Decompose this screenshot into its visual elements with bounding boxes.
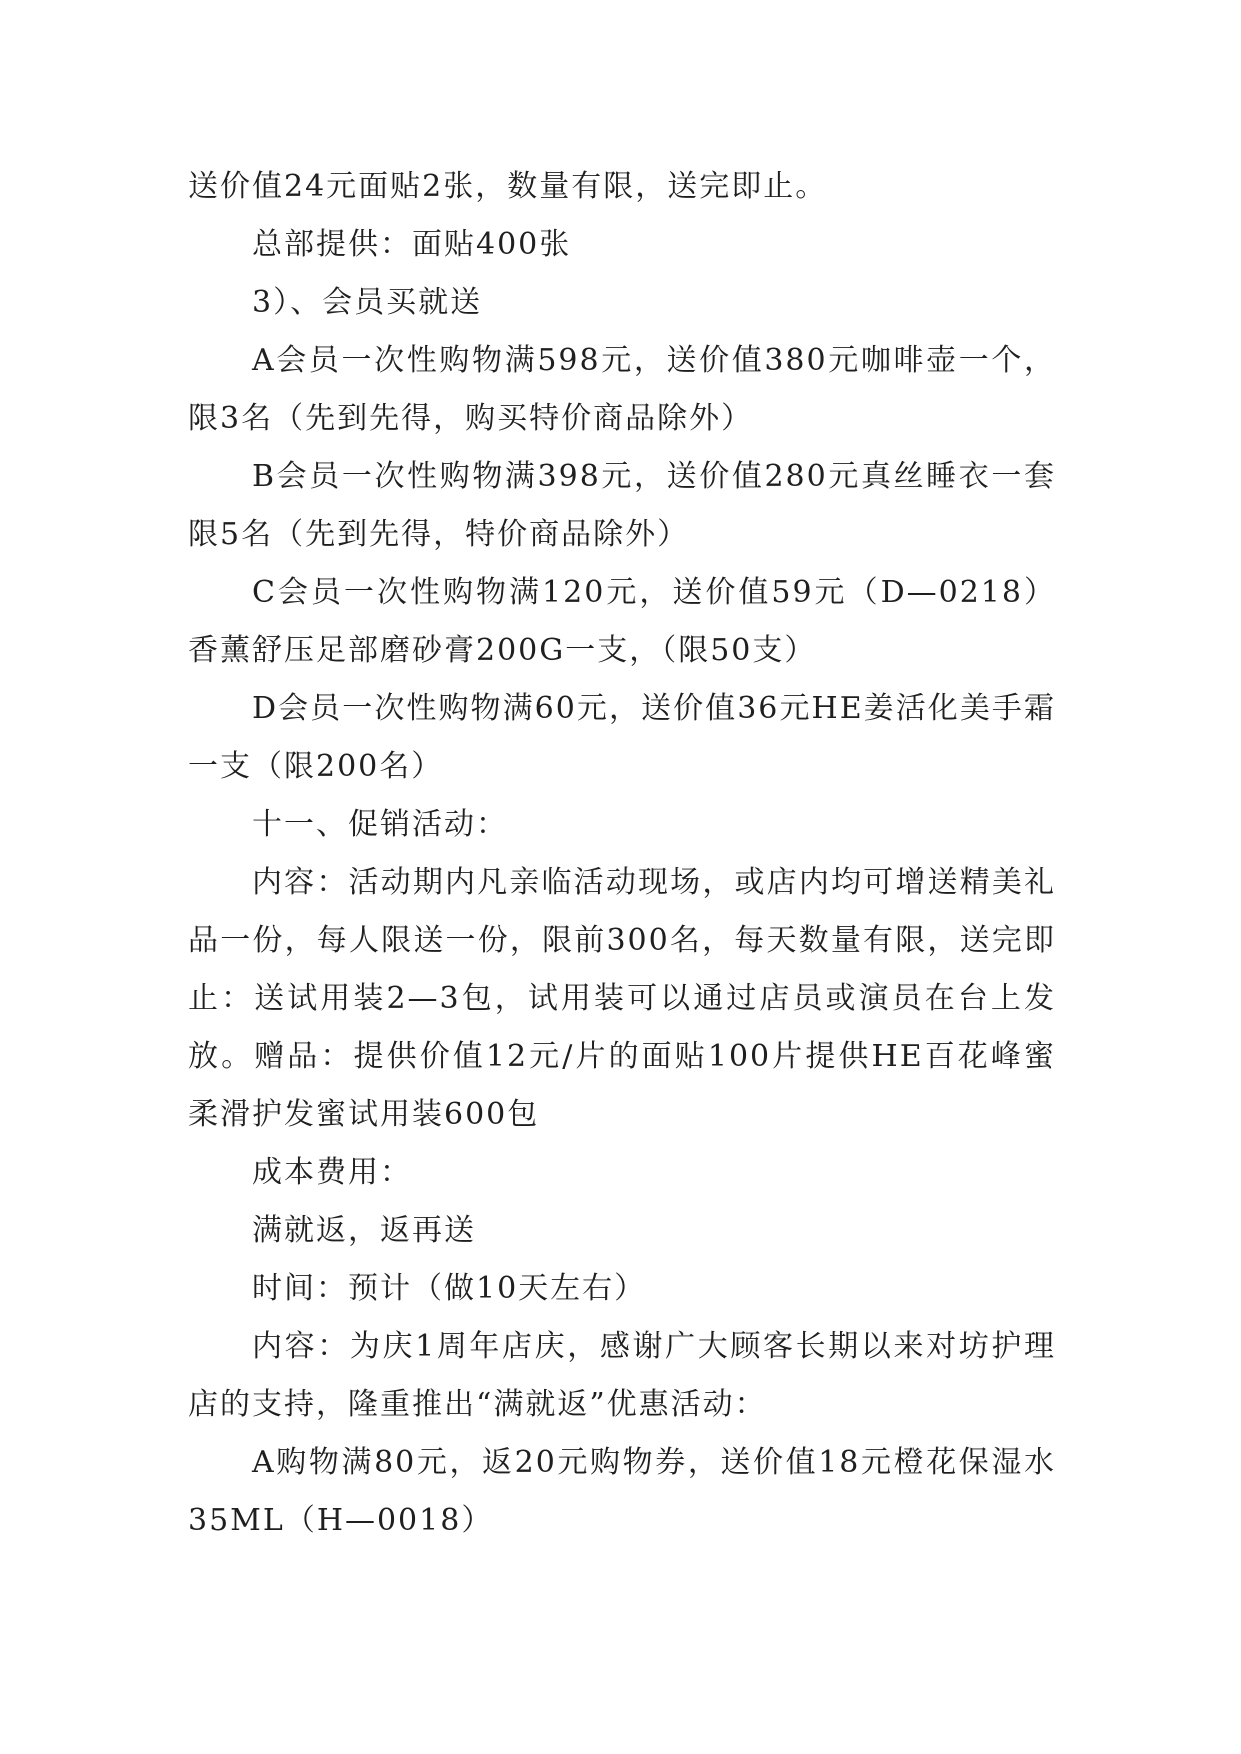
paragraph-member-c: C会员一次性购物满120元，送价值59元（D—0218）香薰舒压足部磨砂膏200G一支，（限50支） <box>188 575 1056 668</box>
document-body <box>188 158 1056 1550</box>
paragraph-gift-facemask: 送价值24元面贴2张，数量有限，送完即止。 <box>188 169 828 204</box>
paragraph-rebate-title: 满就返，返再送 <box>252 1213 476 1248</box>
paragraph-cost-heading: 成本费用： <box>252 1155 412 1190</box>
paragraph-member-a: A会员一次性购物满598元，送价值380元咖啡壶一个，限3名（先到先得，购买特价商品除外） <box>188 343 1056 436</box>
paragraph-member-gift-heading: 3）、会员买就送 <box>252 285 483 320</box>
paragraph-rebate-a: A购物满80元，返20元购物券，送价值18元橙花保湿水35ML（H—0018） <box>188 1445 1056 1538</box>
paragraph-rebate-content: 内容：为庆1周年店庆，感谢广大顾客长期以来对坊护理店的支持，隆重推出“满就返”优惠活动： <box>188 1329 1056 1422</box>
paragraph-rebate-time: 时间：预计（做10天左右） <box>252 1271 647 1306</box>
paragraph-member-b: B会员一次性购物满398元，送价值280元真丝睡衣一套限5名（先到先得，特价商品除外） <box>188 459 1056 552</box>
paragraph-hq-supply: 总部提供：面贴400张 <box>252 227 572 262</box>
paragraph-member-d: D会员一次性购物满60元，送价值36元HE姜活化美手霜一支（限200名） <box>188 691 1056 784</box>
section-heading-promotion: 十一、促销活动： <box>252 807 508 842</box>
paragraph-promotion-content: 内容：活动期内凡亲临活动现场，或店内均可增送精美礼品一份，每人限送一份，限前300名，每天数量有限，送完即止：送试用装2—3包，试用装可以通过店员或演员在台上发放。赠品：提供价值12元/片的面贴100片提供HE百花峰蜜柔滑护发蜜试用装600包 <box>188 865 1056 1132</box>
